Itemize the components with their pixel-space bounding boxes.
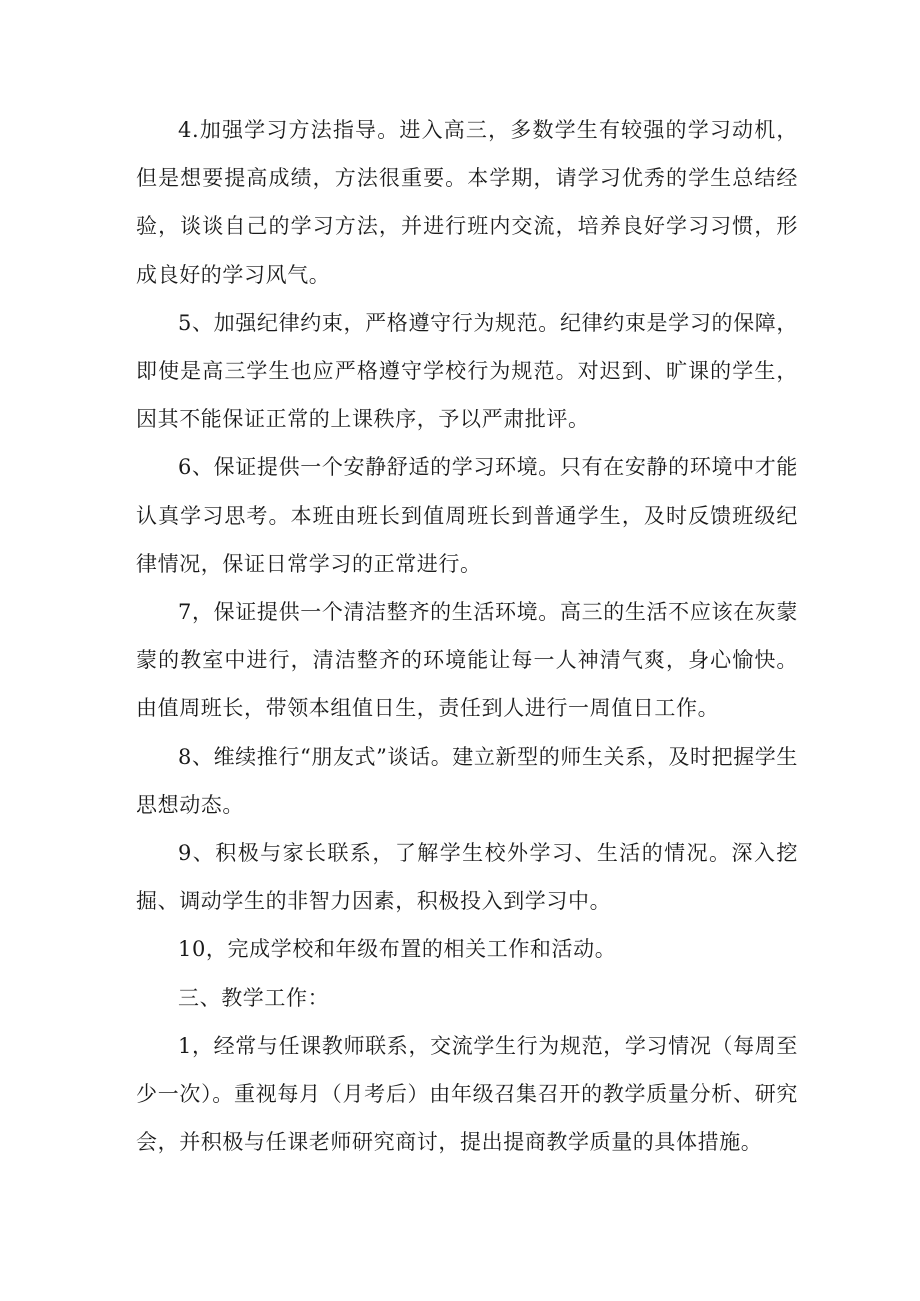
paragraph-teacher-contact: 1，经常与任课教师联系，交流学生行为规范，学习情况（每周至少一次）。重视每月（月考后）由年级召集召开的教学质量分析、研究会，并积极与任课老师研究商讨，提出提商教学质量的具体措施。: [136, 1033, 798, 1155]
paragraph-school-activities: 10，完成学校和年级布置的相关工作和活动。: [178, 937, 617, 962]
paragraph-study-methods: 4.加强学习方法指导。进入高三，多数学生有较强的学习动机，但是想要提高成绩，方法很重要。本学期，请学习优秀的学生总结经验，谈谈自己的学习方法，并进行班内交流，培养良好学习习惯，形成良好的学习风气。: [136, 118, 798, 287]
paragraph-clean-environment: 7，保证提供一个清洁整齐的生活环境。高三的生活不应该在灰蒙蒙的教室中进行，清洁整齐的环境能让每一人神清气爽，身心愉快。由值周班长，带领本组值日生，责任到人进行一周值日工作。: [136, 600, 798, 721]
paragraph-quiet-environment: 6、保证提供一个安静舒适的学习环境。只有在安静的环境中才能认真学习思考。本班由班长到值周班长到普通学生，及时反馈班级纪律情况，保证日常学习的正常进行。: [136, 455, 798, 576]
paragraph-parent-contact: 9、积极与家长联系，了解学生校外学习、生活的情况。深入挖掘、调动学生的非智力因素，积极投入到学习中。: [136, 841, 798, 914]
paragraph-discipline: 5、加强纪律约束，严格遵守行为规范。纪律约束是学习的保障，即使是高三学生也应严格遵守学校行为规范。对迟到、旷课的学生，因其不能保证正常的上课秩序，予以严肃批评。: [136, 310, 798, 432]
paragraph-friendly-talks: 8、维续推行“朋友式”谈话。建立新型的师生关系，及时把握学生思想动态。: [136, 744, 798, 817]
section-heading-teaching-work: 三、教学工作：: [178, 985, 330, 1010]
